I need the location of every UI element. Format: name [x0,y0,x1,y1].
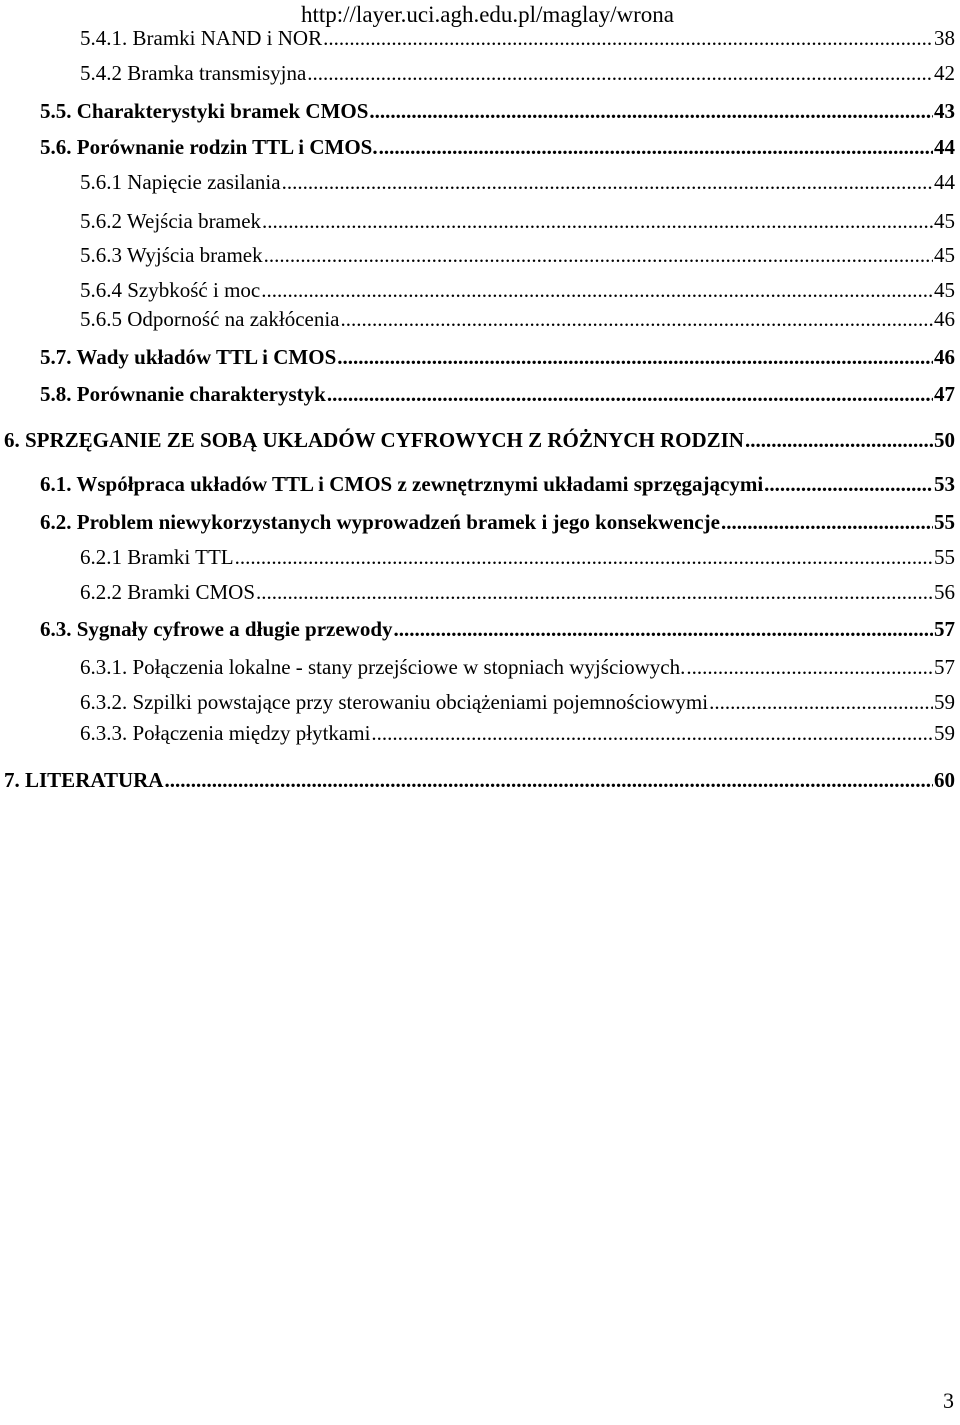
toc-dot-leader [709,687,933,717]
toc-dot-leader [235,542,933,572]
toc-dot-leader [394,614,933,644]
toc-entry-label: 6.2.2 Bramki CMOS [80,580,256,604]
toc-entry-label: 6.2.1 Bramki TTL [80,545,234,569]
toc-entry-label: 5.5. Charakterystyki bramek CMOS [40,99,369,123]
toc-dot-leader [327,379,933,409]
header-url: http://layer.uci.agh.edu.pl/maglay/wrona [300,2,674,27]
toc-entry[interactable] [40,507,955,537]
toc-dot-leader [256,577,933,607]
toc-dot-leader [307,58,933,88]
toc-entry-page: 42 [934,61,955,85]
toc-entry-page: 59 [934,690,955,714]
toc-dot-leader [764,469,933,499]
toc-entry-label: 6.3.1. Połączenia lokalne - stany przejściowe w stopniach wyjściowych. [80,655,686,679]
toc-entry-page: 38 [934,26,955,50]
toc-entry[interactable] [80,718,955,748]
toc-dot-leader [721,507,933,537]
toc-entry[interactable] [40,96,955,126]
toc-entry-label: 5.6.2 Wejścia bramek [80,209,262,233]
toc-dot-leader [261,275,933,305]
toc-entry[interactable] [80,240,955,270]
toc-dot-leader [341,304,934,334]
toc-entry-label: 5.6. Porównanie rodzin TTL i CMOS. [40,135,378,159]
toc-entry-page: 50 [934,428,955,452]
toc-entry-label: 5.4.1. Bramki NAND i NOR [80,26,323,50]
toc-dot-leader [282,167,933,197]
toc-entry[interactable] [80,652,955,682]
toc-entry-page: 56 [934,580,955,604]
toc-entry[interactable] [80,542,955,572]
toc-dot-leader [371,718,933,748]
toc-entry-page: 55 [934,545,955,569]
toc-entry[interactable] [40,469,955,499]
toc-entry-label: 6. SPRZĘGANIE ZE SOBĄ UKŁADÓW CYFROWYCH Z RÓŻNYCH RODZIN [4,428,744,452]
toc-entry-page: 46 [934,345,955,369]
toc-entry[interactable] [80,23,955,53]
toc-entry[interactable] [80,275,955,305]
toc-entry[interactable] [40,379,955,409]
toc-entry-page: 57 [934,617,955,641]
toc-entry-label: 6.3. Sygnały cyfrowe a długie przewody [40,617,393,641]
toc-entry-label: 5.6.4 Szybkość i moc [80,278,261,302]
toc-dot-leader [262,206,933,236]
toc-dot-leader [264,240,933,270]
toc-dot-leader [323,23,933,53]
toc-entry[interactable] [4,425,955,455]
toc-entry-page: 45 [934,209,955,233]
toc-entry[interactable] [40,132,955,162]
toc-entry[interactable] [80,687,955,717]
toc-entry[interactable] [4,765,955,795]
toc-entry-label: 5.4.2 Bramka transmisyjna [80,61,307,85]
toc-entry-page: 47 [934,382,955,406]
toc-dot-leader [745,425,933,455]
toc-entry[interactable] [80,58,955,88]
toc-entry-label: 5.6.5 Odporność na zakłócenia [80,307,340,331]
toc-entry-label: 5.8. Porównanie charakterystyk [40,382,326,406]
toc-dot-leader [164,765,933,795]
toc-entry-page: 45 [934,278,955,302]
toc-dot-leader [369,96,933,126]
toc-entry-label: 6.3.3. Połączenia między płytkami [80,721,371,745]
toc-entry[interactable] [40,342,955,372]
toc-entry-label: 6.1. Współpraca układów TTL i CMOS z zewnętrznymi układami sprzęgającymi [40,472,764,496]
page-number: 3 [943,1388,954,1413]
toc-entry-page: 44 [934,135,955,159]
toc-dot-leader [337,342,933,372]
toc-entry-label: 5.6.3 Wyjścia bramek [80,243,263,267]
toc-entry-page: 45 [934,243,955,267]
toc-entry-label: 6.2. Problem niewykorzystanych wyprowadzeń bramek i jego konsekwencje [40,510,720,534]
toc-entry-page: 57 [934,655,955,679]
toc-entry-page: 43 [934,99,955,123]
toc-entry-label: 6.3.2. Szpilki powstające przy sterowaniu obciążeniami pojemnościowymi [80,690,709,714]
toc-entry-page: 53 [934,472,955,496]
toc-entry[interactable] [80,304,955,334]
toc-entry-page: 44 [934,170,955,194]
toc-dot-leader [686,652,933,682]
toc-entry-label: 5.6.1 Napięcie zasilania [80,170,281,194]
toc-entry-page: 60 [934,768,955,792]
toc-entry-label: 7. LITERATURA [4,768,164,792]
toc-dot-leader [379,132,933,162]
toc-entry[interactable] [80,206,955,236]
toc-entry[interactable] [80,577,955,607]
toc-entry[interactable] [80,167,955,197]
toc-entry[interactable] [40,614,955,644]
toc-entry-label: 5.7. Wady układów TTL i CMOS [40,345,337,369]
toc-entry-page: 55 [934,510,955,534]
toc-entry-page: 46 [934,307,955,331]
toc-entry-page: 59 [934,721,955,745]
